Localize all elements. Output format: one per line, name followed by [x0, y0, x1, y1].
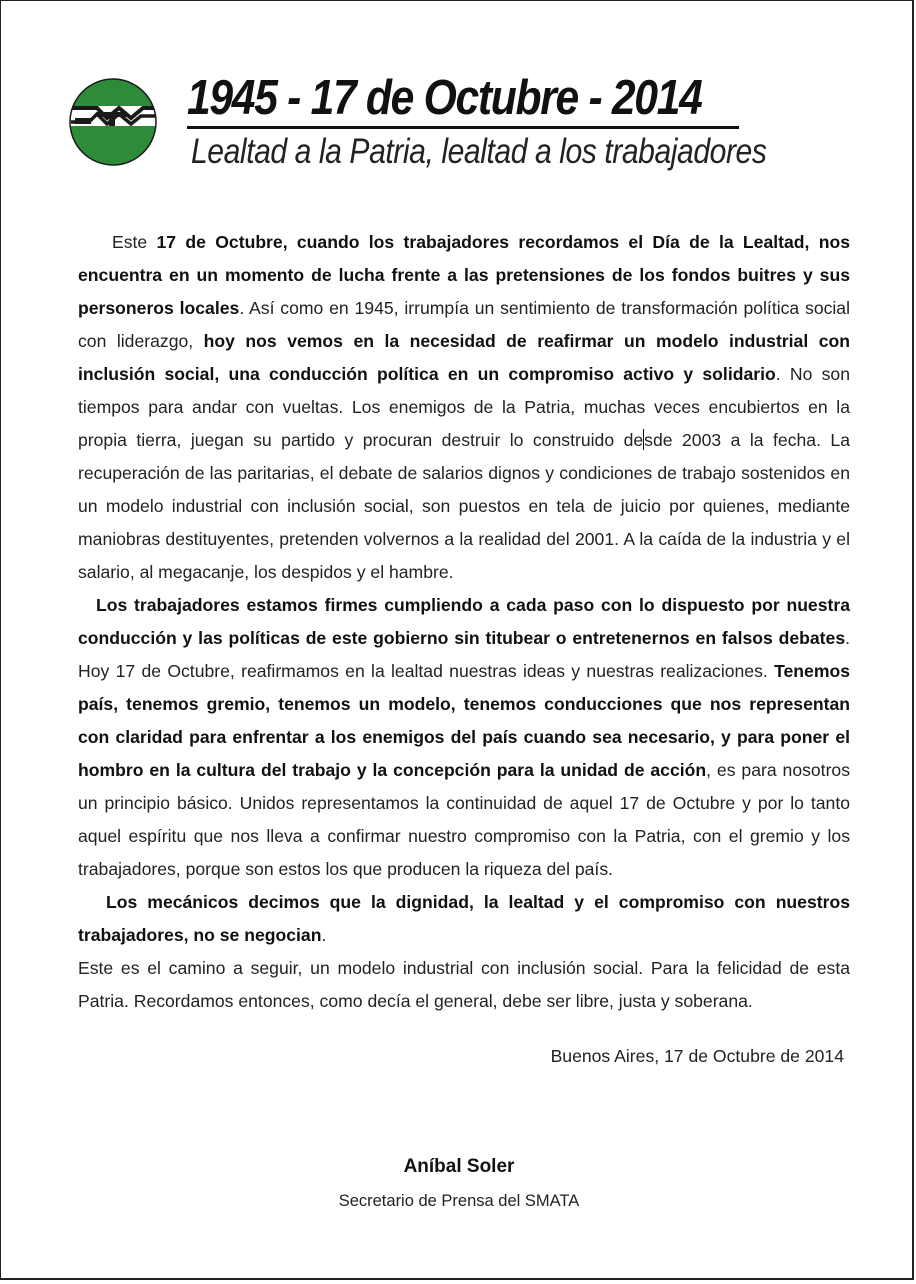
bold-run: 17 de Octubre, cuando los trabajadores recordamos el Día de la Lealtad, nos encuentra en un momento de lucha frente a las pretensiones de los fondos buitres y sus personeros locales: [78, 232, 850, 318]
bold-run: Los trabajadores estamos firmes cumpliendo a cada paso con lo dispuesto por nuestra conducción y las políticas de este gobierno sin titubear o entretenernos en falsos debates: [78, 595, 850, 648]
smata-logo-icon: [67, 78, 159, 166]
bold-run: Los mecánicos decimos que la dignidad, la lealtad y el compromiso con nuestros trabajadores, no se negocian: [78, 892, 850, 945]
page-subtitle: Lealtad a la Patria, lealtad a los trabajadores: [191, 132, 767, 171]
letter-body: [78, 226, 850, 1018]
text-run: Este es el camino a seguir, un modelo industrial con inclusión social. Para la felicidad de esta Patria. Recordamos entonces, como decía el general, debe ser libre, justa y soberana.: [78, 958, 850, 1011]
title-underline: [187, 126, 739, 129]
place-date: Buenos Aires, 17 de Octubre de 2014: [550, 1046, 844, 1066]
signature-role: Secretario de Prensa del SMATA: [338, 1192, 580, 1210]
paragraph-4: [78, 952, 850, 1018]
paragraph-3: [78, 886, 850, 952]
paragraph-2: [78, 589, 850, 886]
paragraph-1: [78, 226, 850, 589]
text-run: . Así como en 1945, irrumpía un sentimiento de transformación política social con liderazgo,: [78, 298, 850, 351]
text-run: , es para nosotros un principio básico. Unidos representamos la continuidad de aquel 17 de Octubre y por lo tanto aquel espíritu que nos lleva a confirmar nuestro compromiso con la Patria, con el gremio y los trabajadores, porque son estos los que producen la riqueza del país.: [78, 760, 851, 879]
page-title: 1945 - 17 de Octubre - 2014: [187, 71, 702, 125]
text-run: .: [321, 925, 327, 945]
signature-name: Aníbal Soler: [403, 1156, 515, 1177]
text-run: sde 2003 a la fecha. La recuperación de las paritarias, el debate de salarios dignos y condiciones de trabajo sostenidos en un modelo industrial con inclusión social, son puestos en tela de juicio por quienes, mediante maniobras destituyentes, pretenden volvernos a la realidad del 2001. A la caída de la industria y el salario, al megacanje, los despidos y el hambre.: [78, 430, 850, 582]
text-run: Este: [112, 232, 157, 252]
bold-run: Tenemos país, tenemos gremio, tenemos un modelo, tenemos conducciones que nos representan con claridad para enfrentar a los enemigos del país cuando sea necesario, y para poner el hombro en la cultura del trabajo y la concepción para la unidad de acción: [78, 661, 850, 780]
text-run: . No son tiempos para andar con vueltas. Los enemigos de la Patria, muchas veces encubiertos en la propia tierra, juegan su partido y procuran destruir lo construido de: [78, 364, 850, 450]
text-run: . Hoy 17 de Octubre, reafirmamos en la lealtad nuestras ideas y nuestras realizaciones.: [78, 628, 850, 681]
bold-run: hoy nos vemos en la necesidad de reafirmar un modelo industrial con inclusión social, una conducción política en un compromiso activo y solidario: [78, 331, 850, 384]
